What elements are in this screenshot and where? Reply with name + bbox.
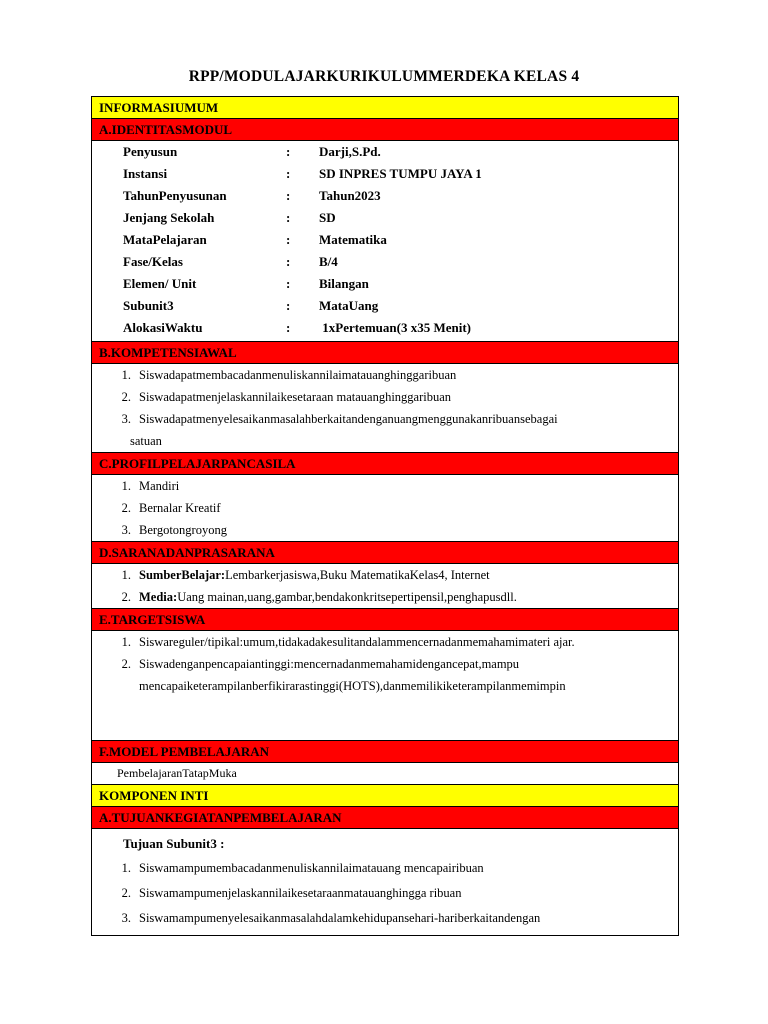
list-item: 1. Mandiri [92, 475, 678, 497]
profil-box [91, 474, 679, 541]
section-header-model: F.MODEL PEMBELAJARAN [91, 740, 679, 762]
row-value: 1xPertemuan(3 x35 Menit) [319, 320, 471, 335]
row-value: Matematika [319, 232, 387, 247]
section-header-komponen-inti: KOMPONEN INTI [91, 784, 679, 806]
section-header-identitas: A.IDENTITASMODUL [91, 118, 679, 140]
identitas-row [92, 251, 678, 273]
row-value: MataUang [319, 298, 379, 313]
list-item-continuation: mencapaiketerampilanberfikirarastinggi(HOTS),danmemilikiketerampilanmemimpin [139, 679, 566, 693]
identitas-row [92, 317, 678, 339]
target-box [91, 630, 679, 740]
list-item: 3. Siswadapatmenyelesaikanmasalahberkaitandenganuangmenggunakanribuansebagai [92, 408, 678, 430]
row-key: TahunPenyusunan [123, 188, 227, 203]
row-sep: : [286, 188, 291, 203]
list-item-text: Siswadenganpencapaiantinggi:mencernadanmemahamidengancepat,mampu [139, 657, 520, 671]
list-item-text: Siswamampumembacadanmenuliskannilaimatauang mencapairibuan [139, 861, 484, 875]
model-box [91, 762, 679, 784]
list-item-text: Lembarkerjasiswa,Buku MatematikaKelas4, Internet [225, 568, 490, 582]
list-item: 2. Media:Uang mainan,uang,gambar,bendakonkritsepertipensil,penghapusdll. [121, 590, 517, 604]
list-item-text: Siswamampumenyelesaikanmasalahdalamkehidupansehari-hariberkaitandengan [139, 911, 541, 925]
row-key: Instansi [123, 166, 168, 181]
list-item: 3. Siswamampumenyelesaikanmasalahdalamkehidupansehari-hariberkaitandengan [92, 906, 678, 931]
row-sep: : [286, 254, 291, 269]
list-item: 1. Siswareguler/tipikal:umum,tidakadakesulitandalammencernadanmemahamimateri ajar. [92, 631, 678, 653]
list-item: 2. Bernalar Kreatif [92, 497, 678, 519]
list-item-text: Mandiri [139, 479, 180, 493]
section-header-target: E.TARGETSISWA [91, 608, 679, 630]
row-value: B/4 [319, 254, 338, 269]
identitas-box [91, 140, 679, 341]
identitas-row [92, 229, 678, 251]
list-item: 1. Siswadapatmembacadanmenuliskannilaimatauanghinggaribuan [92, 364, 678, 386]
section-header-profil: C.PROFILPELAJARPANCASILA [91, 452, 679, 474]
identitas-row [92, 295, 678, 317]
section-header-informasi-umum: INFORMASIUMUM [91, 96, 679, 118]
identitas-row [92, 273, 678, 295]
row-value: Bilangan [319, 276, 369, 291]
section-header-kompetensi: B.KOMPETENSIAWAL [91, 341, 679, 363]
list-item-continuation: satuan [130, 434, 162, 448]
tujuan-box [91, 828, 679, 936]
row-sep: : [286, 298, 291, 313]
model-text: PembelajaranTatapMuka [117, 766, 237, 780]
row-value: Tahun2023 [319, 188, 381, 203]
list-item-label: SumberBelajar: [139, 568, 226, 582]
row-sep: : [286, 276, 291, 291]
row-sep: : [286, 320, 291, 335]
row-key: Subunit3 [123, 298, 174, 313]
row-value: Darji,S.Pd. [319, 144, 381, 159]
list-item: 3. Bergotongroyong [92, 519, 678, 541]
list-item: 2. Siswadapatmenjelaskannilaikesetaraan matauanghinggaribuan [92, 386, 678, 408]
kompetensi-box [91, 363, 679, 452]
list-item-label: Media: [139, 590, 178, 604]
list-item: 1. SumberBelajar:Lembarkerjasiswa,Buku MatematikaKelas4, Internet [121, 568, 490, 582]
list-item-continuation-row [92, 675, 678, 697]
identitas-row [92, 163, 678, 185]
row-key: MataPelajaran [123, 232, 207, 247]
row-key: Elemen/ Unit [123, 276, 197, 291]
list-item-text: Siswamampumenjelaskannilaikesetaraanmatauanghingga ribuan [139, 886, 462, 900]
row-sep: : [286, 144, 291, 159]
sarana-box [91, 563, 679, 608]
row-sep: : [286, 232, 291, 247]
list-item-text: Siswadapatmenyelesaikanmasalahberkaitandenganuangmenggunakanribuansebagai [139, 412, 558, 426]
list-item-text: Siswadapatmembacadanmenuliskannilaimatauanghinggaribuan [139, 368, 457, 382]
list-item: 1. Siswamampumembacadanmenuliskannilaimatauang mencapairibuan [92, 856, 678, 881]
list-item-text: Siswareguler/tipikal:umum,tidakadakesulitandalammencernadanmemahamimateri ajar. [139, 635, 575, 649]
row-key: Penyusun [123, 144, 178, 159]
identitas-row [92, 185, 678, 207]
row-key: AlokasiWaktu [123, 320, 203, 335]
row-key: Jenjang Sekolah [123, 210, 215, 225]
tujuan-subtitle: Tujuan Subunit3 : [123, 836, 225, 851]
row-key: Fase/Kelas [123, 254, 183, 269]
list-item: 2. Siswadenganpencapaiantinggi:mencernadanmemahamidengancepat,mampu [92, 653, 678, 675]
list-item-text: Siswadapatmenjelaskannilaikesetaraan matauanghinggaribuan [139, 390, 452, 404]
section-header-tujuan: A.TUJUANKEGIATANPEMBELAJARAN [91, 806, 679, 828]
row-value: SD [319, 210, 336, 225]
list-item-text: Bernalar Kreatif [139, 501, 221, 515]
identitas-row [92, 207, 678, 229]
identitas-row [92, 141, 678, 163]
document-table [91, 96, 679, 936]
document-title: RPP/MODULAJARKURIKULUMMERDEKA KELAS 4 [188, 68, 580, 85]
list-item: 2. Siswamampumenjelaskannilaikesetaraanmatauanghingga ribuan [92, 881, 678, 906]
section-header-sarana: D.SARANADANPRASARANA [91, 541, 679, 563]
row-sep: : [286, 210, 291, 225]
row-value: SD INPRES TUMPU JAYA 1 [319, 166, 482, 181]
row-sep: : [286, 166, 291, 181]
list-item-text: Bergotongroyong [139, 523, 227, 537]
list-item-text: Uang mainan,uang,gambar,bendakonkritsepertipensil,penghapusdll. [177, 590, 517, 604]
